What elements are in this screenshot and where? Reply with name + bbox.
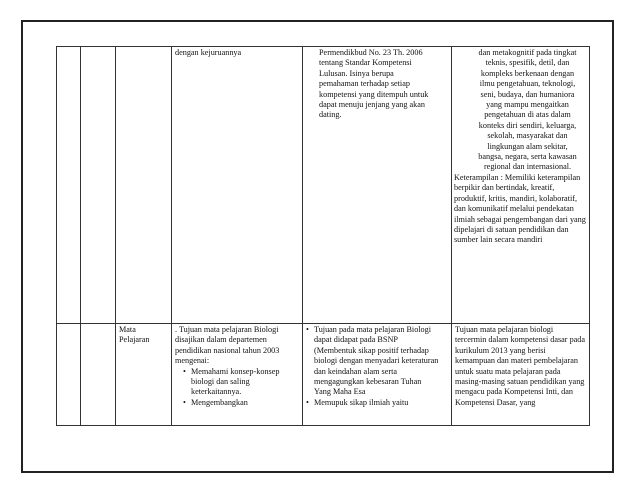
row-heading: Mata Pelajaran [119,325,150,345]
table-cell [303,47,452,324]
table-cell [452,324,590,426]
cell-text: dengan kejuruannya [175,48,242,57]
table-row [57,324,590,426]
table-cell [116,324,172,426]
comparison-table [56,46,590,426]
table-cell [452,47,590,324]
table-cell [116,47,172,324]
list-item: • Mengembangkan [183,398,299,408]
table-cell [57,324,81,426]
table-row [57,47,590,324]
table-cell [303,324,452,426]
bullet-list [175,367,299,409]
list-item: • Memupuk sikap ilmiah yaitu [306,398,439,408]
cell-text: Tujuan mata pelajaran biologi tercermin dalam kompetensi dasar pada kurikulum 2013 yang berisi kemampuan dan materi pembelajaran untuk suatu mata pelajaran pada masing-masing satuan pendidikan yang mengacu pada Kompetensi Inti, dan Kompetensi Dasar, yang [455,325,586,407]
table-cell [57,47,81,324]
list-item: • Tujuan pada mata pelajaran Biologi dapat didapat pada BSNP (Membentuk sikap positif terhadap biologi dengan menyadari keteraturan dan keindahan alam serta mengagungkan kebesaran Tuhan Yang Maha Esa [306,325,439,398]
knowledge-text: dan metakognitif pada tingkat teknis, spesifik, detil, dan kompleks berkenaan dengan ilmu pengetahuan, teknologi, seni, budaya, dan humaniora yang mampu mengaitkan pengetahuan di atas dalam konteks diri sendiri, keluarga, sekolah, masyarakat dan lingkungan alam sekitar, bangsa, negara, serta kawasan regional dan internasional. [478,48,577,172]
skill-text: Keterampilan : Memiliki keterampilan berpikir dan bertindak, kreatif, produktif, kritis, mandiri, kolaboratif, dan komunikatif melalui pendekatan ilmiah sebagai pengembangan dari yang dipelajari di satuan pendidikan dan sumber lain secara mandiri [454,172,586,245]
table-cell [172,47,303,324]
table-cell [81,324,116,426]
table-cell [172,324,303,426]
table-cell [81,47,116,324]
list-item: • Memahami konsep-konsep biologi dan saling keterkaitannya. [183,367,299,398]
cell-text: Permendikbud No. 23 Th. 2006 tentang Standar Kompetensi Lulusan. Isinya berupa pemahaman terhadap setiap kompetensi yang ditempuh untuk dapat menuju jenjang yang akan dating. [319,48,429,120]
cell-text: . Tujuan mata pelajaran Biologi disajikan dalam departemen pendidikan nasional tahun 2003 mengenai: [175,325,280,366]
bullet-list [306,325,439,408]
